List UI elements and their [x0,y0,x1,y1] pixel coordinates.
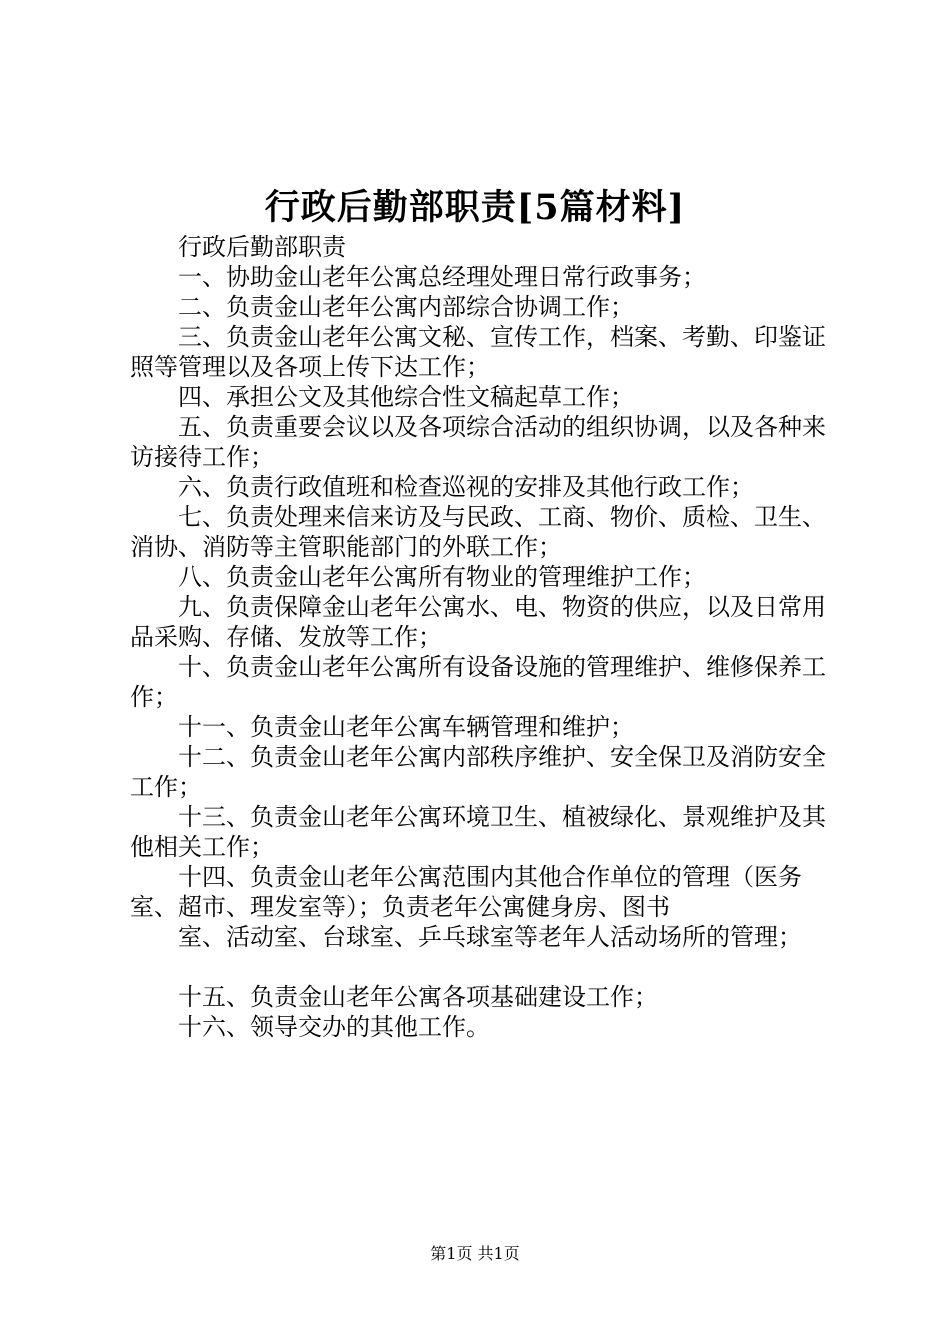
paragraph: 三、负责金山老年公寓文秘、宣传工作，档案、考勤、印鉴证照等管理以及各项上传下达工作； [130,323,826,381]
paragraph: 八、负责金山老年公寓所有物业的管理维护工作； [178,563,706,591]
paragraph: 十三、负责金山老年公寓环境卫生、植被绿化、景观维护及其他相关工作； [130,803,826,861]
paragraph: 十、负责金山老年公寓所有设备设施的管理维护、维修保养工作； [130,653,826,711]
paragraph: 二、负责金山老年公寓内部综合协调工作； [178,293,634,321]
paragraph: 行政后勤部职责 [178,233,346,261]
paragraph: 四、承担公文及其他综合性文稿起草工作； [178,383,634,411]
paragraph: 室、活动室、台球室、乒乓球室等老年人活动场所的管理； [178,923,802,951]
paragraph: 十四、负责金山老年公寓范围内其他合作单位的管理（医务室、超市、理发室等）；负责老年公寓健身房、图书 [130,863,802,921]
document-title: 行政后勤部职责[5篇材料] [264,187,686,228]
paragraph: 一、协助金山老年公寓总经理处理日常行政事务； [178,263,706,291]
paragraph: 六、负责行政值班和检查巡视的安排及其他行政工作； [178,473,754,501]
paragraph: 九、负责保障金山老年公寓水、电、物资的供应，以及日常用品采购、存储、发放等工作； [130,593,826,651]
paragraph: 十六、领导交办的其他工作。 [178,1013,490,1041]
paragraph: 七、负责处理来信来访及与民政、工商、物价、质检、卫生、消协、消防等主管职能部门的外联工作； [130,503,826,561]
paragraph: 十二、负责金山老年公寓内部秩序维护、安全保卫及消防安全工作； [130,743,826,801]
document-body [130,232,830,1042]
page-footer: 第1页 共1页 [430,1244,520,1263]
paragraph: 十五、负责金山老年公寓各项基础建设工作； [178,983,658,1011]
paragraph: 五、负责重要会议以及各项综合活动的组织协调，以及各种来访接待工作； [130,413,826,471]
paragraph: 十一、负责金山老年公寓车辆管理和维护； [178,713,634,741]
